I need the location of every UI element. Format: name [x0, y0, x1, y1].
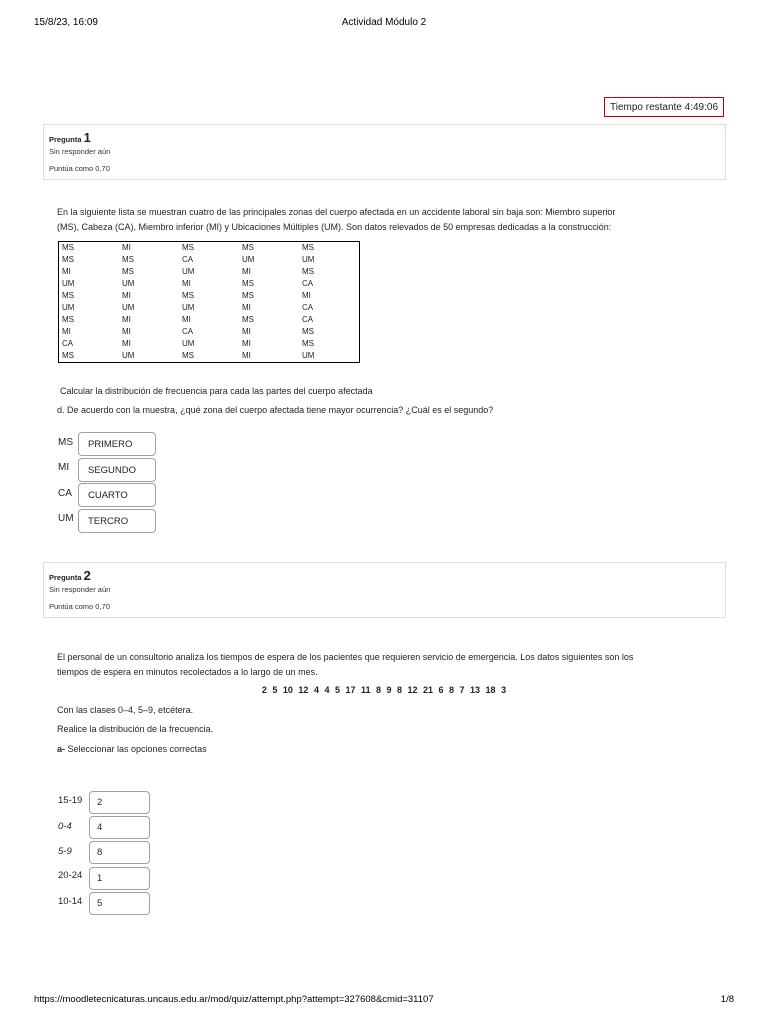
q2-text-line3: Con las clases 0–4, 5–9, etcétera.: [57, 705, 194, 715]
q2-select-10-14[interactable]: 5: [89, 892, 150, 915]
q2-label-15-19: 15-19: [58, 795, 83, 806]
table-cell: MI: [242, 351, 251, 360]
table-cell: MI: [242, 303, 251, 312]
table-row: [59, 278, 360, 290]
table-cell: MI: [122, 291, 131, 300]
question-2-status: Sin responder aún: [49, 585, 111, 594]
table-cell: UM: [122, 351, 135, 360]
table-cell: CA: [302, 279, 314, 288]
q1-text-line1: En la siguiente lista se muestran cuatro de las principales zonas del cuerpo afectada en un accidente laboral sin baja son: Miembro superior: [57, 207, 616, 217]
table-cell: UM: [302, 255, 315, 264]
print-datetime: 15/8/23, 16:09: [34, 17, 98, 28]
table-row: [59, 266, 360, 278]
table-cell: MS: [62, 351, 74, 360]
table-row: [59, 350, 360, 363]
table-cell: UM: [62, 303, 75, 312]
table-cell: MI: [122, 339, 131, 348]
q1-label-um: UM: [58, 513, 74, 524]
table-cell: MS: [182, 351, 194, 360]
q2-select-0-4[interactable]: 4: [89, 816, 150, 839]
table-cell: MI: [242, 267, 251, 276]
table-cell: MS: [302, 339, 314, 348]
q2-label-10-14: 10-14: [58, 896, 83, 907]
q2-label-20-24: 20-24: [58, 870, 83, 881]
table-cell: MS: [302, 267, 314, 276]
table-cell: MI: [62, 267, 71, 276]
table-cell: MS: [62, 315, 74, 324]
table-cell: UM: [182, 339, 195, 348]
table-cell: MS: [62, 255, 74, 264]
table-cell: CA: [302, 315, 314, 324]
page-number: 1/8: [720, 994, 734, 1005]
table-cell: UM: [122, 303, 135, 312]
table-cell: MI: [182, 315, 191, 324]
table-row: [59, 242, 360, 255]
question-1-number: Pregunta 1: [49, 130, 91, 145]
q1-label-ca: CA: [58, 488, 72, 499]
table-cell: MI: [242, 339, 251, 348]
table-row: [59, 290, 360, 302]
table-cell: UM: [182, 267, 195, 276]
table-cell: MI: [62, 327, 71, 336]
q2-select-5-9[interactable]: 8: [89, 841, 150, 864]
table-row: [59, 326, 360, 338]
table-cell: MS: [122, 255, 134, 264]
q1-text-line3: Calcular la distribución de frecuencia para cada las partes del cuerpo afectada: [60, 386, 373, 396]
question-2-info: [43, 562, 726, 618]
table-cell: MI: [122, 327, 131, 336]
table-row: [59, 254, 360, 266]
q1-label-ms: MS: [58, 437, 73, 448]
table-cell: UM: [302, 351, 315, 360]
time-remaining: Tiempo restante 4:49:06: [604, 97, 724, 117]
table-cell: MI: [242, 327, 251, 336]
print-title: Actividad Módulo 2: [341, 17, 427, 28]
q1-text-line2: (MS), Cabeza (CA), Miembro inferior (MI) y Ubicaciones Múltiples (UM). Son datos relevados de 50 empresas dedicadas a la construcción:: [57, 222, 612, 232]
q2-text-line4: Realice la distribución de la frecuencia.: [57, 724, 214, 734]
table-cell: MS: [62, 291, 74, 300]
table-cell: UM: [62, 279, 75, 288]
table-cell: CA: [182, 255, 194, 264]
question-1-status: Sin responder aún: [49, 147, 111, 156]
table-cell: CA: [62, 339, 74, 348]
q1-label-mi: MI: [58, 462, 70, 473]
table-cell: MI: [302, 291, 311, 300]
page-url: https://moodletecnicaturas.uncaus.edu.ar/mod/quiz/attempt.php?attempt=327608&cmid=31107: [34, 994, 434, 1005]
table-row: [59, 314, 360, 326]
q2-label-0-4: 0-4: [58, 821, 72, 832]
question-1-score: Puntúa como 0,70: [49, 164, 110, 173]
q1-text-line4: d. De acuerdo con la muestra, ¿qué zona del cuerpo afectada tiene mayor ocurrencia? ¿Cuál es el segundo?: [57, 405, 494, 415]
table-cell: CA: [182, 327, 194, 336]
table-cell: MI: [122, 315, 131, 324]
table-cell: UM: [182, 303, 195, 312]
table-cell: MS: [242, 279, 254, 288]
q1-data-table: [58, 241, 360, 363]
q1-select-um[interactable]: TERCRO: [78, 509, 156, 533]
table-cell: MS: [242, 243, 254, 252]
q1-select-mi[interactable]: SEGUNDO: [78, 458, 156, 482]
q2-text-line2: tiempos de espera en minutos recolectados a lo largo de un mes.: [57, 667, 318, 677]
q2-label-5-9: 5-9: [58, 846, 72, 857]
q2-select-15-19[interactable]: 2: [89, 791, 150, 814]
table-cell: MS: [302, 243, 314, 252]
table-cell: MI: [122, 243, 131, 252]
question-2-score: Puntúa como 0,70: [49, 602, 110, 611]
table-cell: MS: [62, 243, 74, 252]
table-cell: CA: [302, 303, 314, 312]
table-row: [59, 338, 360, 350]
table-cell: MS: [302, 327, 314, 336]
table-cell: MS: [182, 291, 194, 300]
table-cell: UM: [242, 255, 255, 264]
table-cell: MS: [242, 291, 254, 300]
table-cell: MI: [182, 279, 191, 288]
q2-text-line1: El personal de un consultorio analiza los tiempos de espera de los pacientes que requieren servicio de emergencia. Los datos siguientes son los: [57, 652, 634, 662]
question-2-number: Pregunta 2: [49, 568, 91, 583]
question-1-info: [43, 124, 726, 180]
table-cell: MS: [182, 243, 194, 252]
q2-data-values: 2 5 10 12 4 4 5 17 11 8 9 8 12 21 6 8 7 13 18 3: [261, 685, 507, 695]
q2-select-20-24[interactable]: 1: [89, 867, 150, 890]
table-cell: MS: [242, 315, 254, 324]
table-row: [59, 302, 360, 314]
q1-select-ca[interactable]: CUARTO: [78, 483, 156, 507]
table-cell: MS: [122, 267, 134, 276]
table-cell: UM: [122, 279, 135, 288]
q2-text-line5: a- Seleccionar las opciones correctas: [57, 744, 207, 754]
q1-select-ms[interactable]: PRIMERO: [78, 432, 156, 456]
